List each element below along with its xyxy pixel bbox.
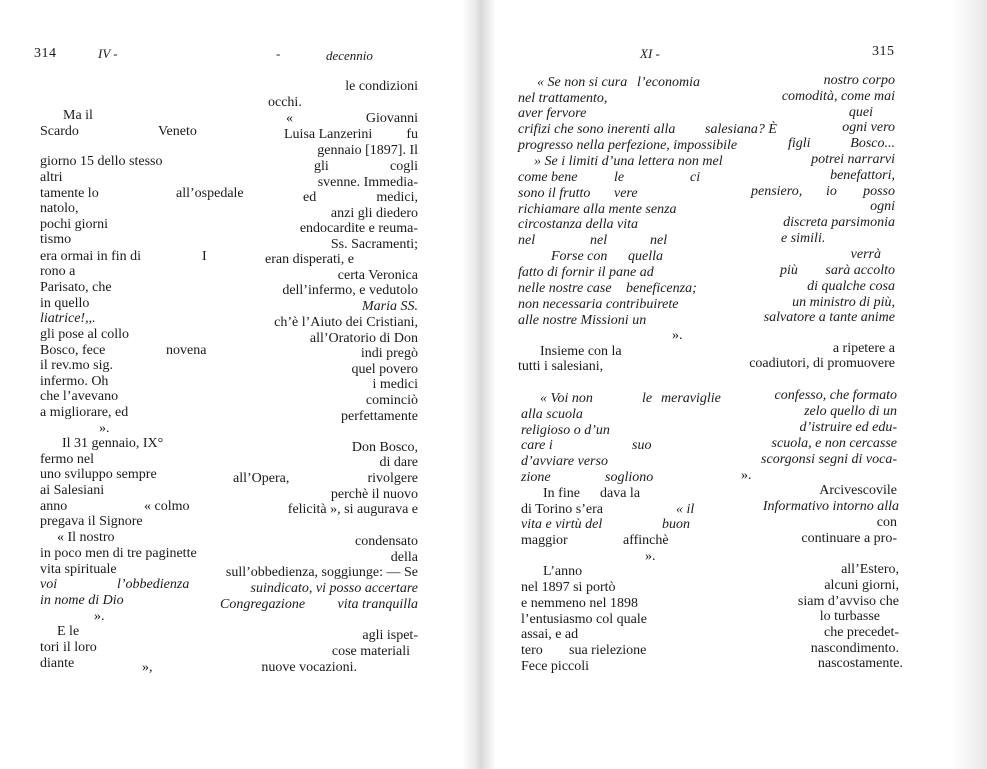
text-line: crifizi che sono inerenti alla [518, 122, 676, 137]
text-line: diante [40, 656, 75, 671]
text-line: vita e virtù del [521, 517, 603, 532]
text-line: Congregazione [220, 597, 306, 612]
text-line: all’Oratorio di Don [309, 331, 418, 346]
text-line: benefattori, [830, 168, 895, 183]
text-line: in quello [40, 296, 90, 311]
text-line: alle nostre Missioni un [518, 313, 647, 328]
text-line: figli [788, 136, 811, 151]
text-line: all’Estero, [841, 562, 899, 577]
text-line: Bosco, fece [40, 343, 106, 358]
text-line: tismo [40, 232, 72, 247]
text-line: vita tranquilla [337, 597, 418, 612]
text-line: indi pregò [360, 346, 418, 361]
text-line: cominciò [365, 393, 418, 408]
text-line: condensato [355, 534, 418, 549]
text-line: sull’obbedienza, soggiunge: — Se [225, 565, 418, 580]
text-line: E le [57, 624, 80, 639]
text-line: », [142, 660, 153, 675]
text-line: d’avviare verso [521, 454, 608, 469]
text-line: nel [590, 233, 608, 248]
text-line: era ormai in fin di [40, 249, 142, 264]
text-line: non necessaria contribuirete [518, 297, 679, 312]
text-line: zelo quello di un [804, 404, 897, 419]
text-line: svenne. Immedia- [317, 175, 418, 190]
text-line: perfettamente [341, 409, 418, 424]
text-line: fu [406, 127, 418, 142]
text-line: meraviglie [661, 391, 721, 406]
text-line: ». [645, 549, 656, 564]
text-line: gli [314, 159, 329, 174]
text-line: voi [40, 577, 58, 592]
text-line: beneficenza; [626, 281, 697, 296]
text-line: ogni vero [842, 120, 895, 135]
text-line: a migliorare, ed [40, 405, 129, 420]
text-line: della [390, 550, 418, 565]
text-line: di qualche cosa [807, 279, 895, 294]
text-line: circostanza della vita [518, 217, 639, 232]
text-line: nel [650, 233, 668, 248]
text-line: Luisa Lanzerini [284, 127, 373, 142]
text-line: e nemmeno nel 1898 [521, 596, 639, 611]
text-line: all’ospedale [176, 186, 244, 201]
text-line: « Il nostro [57, 530, 115, 545]
text-line: medici, [376, 190, 418, 205]
text-line: ci [690, 170, 701, 185]
text-line: confesso, che formato [774, 388, 897, 403]
text-line: vita spirituale [40, 562, 117, 577]
text-line: agli ispet- [362, 628, 418, 643]
text-line: salvatore a tante anime [763, 310, 895, 325]
text-line: altri [40, 170, 63, 185]
text-line: nuove vocazioni. [261, 660, 357, 675]
text-line: gennaio [1897]. Il [317, 143, 418, 158]
page-number-left: 314 [34, 46, 57, 61]
text-line: tori il loro [40, 640, 97, 655]
text-line: religioso o d’un [521, 423, 610, 438]
text-line: vere [614, 186, 638, 201]
text-line: affinchè [623, 533, 669, 548]
text-line: quei [848, 105, 873, 120]
running-head-dash: - [276, 46, 281, 61]
text-line: novena [166, 343, 207, 358]
text-line: un ministro di più, [792, 295, 895, 310]
text-line: endocardite e reuma- [299, 221, 418, 236]
text-line: nelle nostre case [518, 281, 612, 296]
text-line: il rev.mo sig. [40, 358, 113, 373]
text-line: Forse con [551, 249, 608, 264]
text-line: più [780, 263, 798, 278]
text-line: le condizioni [345, 79, 418, 94]
text-line: fermo nel [40, 452, 95, 467]
text-line: cose materiali [331, 644, 410, 659]
text-line: l’entusiasmo col quale [521, 612, 647, 627]
text-line: certa Veronica [337, 268, 418, 283]
text-line: in nome di Dio [40, 593, 124, 608]
text-line: « [286, 111, 293, 126]
text-line: occhi. [268, 95, 302, 110]
text-line: rono a [40, 264, 76, 279]
text-line: eran disperati, e [265, 252, 355, 267]
text-line: siam d’avviso che [797, 594, 899, 609]
text-line: l’economia [637, 75, 700, 90]
text-line: coadiutori, di promuovere [749, 356, 895, 371]
text-line: infermo. Oh [40, 374, 109, 389]
text-line: L’anno [543, 564, 583, 579]
text-line: Parisato, che [40, 280, 112, 295]
text-line: comodità, come mai [781, 89, 895, 104]
text-line: sarà accolto [825, 263, 895, 278]
text-line: « Se non si cura [537, 75, 628, 90]
text-line: uno sviluppo sempre [40, 467, 157, 482]
text-line: Informativo intorno alla [762, 499, 899, 514]
text-line: anzi gli diedero [330, 206, 418, 221]
text-line: tamente lo [40, 186, 99, 201]
text-line: natolo, [40, 201, 79, 216]
text-line: continuare a pro- [801, 531, 897, 546]
text-line: suo [632, 438, 652, 453]
text-line: assai, e ad [521, 627, 579, 642]
text-line: con [876, 515, 897, 530]
text-line: all’Opera, [233, 471, 290, 486]
text-line: rivolgere [367, 471, 418, 486]
text-line: scuola, e non cercasse [771, 436, 897, 451]
text-line: sogliono [605, 470, 654, 485]
text-line: ai Salesiani [40, 483, 105, 498]
text-line: « il [676, 502, 695, 517]
page-edge [950, 0, 987, 769]
text-line: Scardo [40, 124, 79, 139]
text-line: « colmo [144, 499, 190, 514]
book-gutter [462, 0, 496, 769]
text-line: i medici [372, 377, 418, 392]
running-head-part: IV - [98, 46, 118, 61]
text-line: che precedet- [824, 625, 899, 640]
text-line: come bene [518, 170, 578, 185]
text-line: posso [863, 184, 895, 199]
text-line: nel [518, 233, 536, 248]
text-line: aver fervore [518, 106, 587, 121]
text-line: salesiana? È [705, 122, 777, 137]
text-line: pregava il Signore [40, 514, 143, 529]
text-line: d’istruire ed edu- [799, 420, 897, 435]
text-line: alcuni giorni, [824, 578, 899, 593]
text-line: pochi giorni [40, 217, 109, 232]
page-number-right: 315 [872, 44, 895, 59]
text-line: anno [40, 499, 68, 514]
text-line: che l’avevano [40, 389, 119, 404]
text-line: potrei narrarvi [811, 152, 895, 167]
text-line: gli pose al collo [40, 327, 130, 342]
text-line: care i [521, 438, 553, 453]
text-line: tutti i salesiani, [518, 359, 604, 374]
text-line: in poco men di tre paginette [40, 546, 197, 561]
text-line: io [826, 184, 837, 199]
text-line: Insieme con la [540, 344, 622, 359]
text-line: perchè il nuovo [330, 487, 418, 502]
text-line: nel trattamento, [518, 91, 608, 106]
text-line: zione [521, 470, 551, 485]
text-line: Arcivescovile [819, 483, 897, 498]
text-line: ». [672, 328, 683, 343]
text-line: progresso nella perfezione, impossibile [518, 138, 738, 153]
text-line: sua rielezione [569, 643, 647, 658]
text-line: nascondimento. [810, 641, 899, 656]
text-line: liatrice!,,. [40, 311, 96, 326]
text-line: a ripetere a [832, 341, 895, 356]
text-line: fatto di fornir il pane ad [518, 265, 654, 280]
text-line: di Torino s’era [521, 502, 603, 517]
text-line: nel 1897 si portò [521, 580, 616, 595]
text-line: quella [628, 249, 663, 264]
text-line: l’obbedienza [117, 577, 190, 592]
text-line: di dare [379, 455, 418, 470]
text-line: Bosco... [850, 136, 895, 151]
text-line: buon [662, 517, 690, 532]
text-line: ». [99, 421, 110, 436]
running-head-part: XI - [640, 46, 660, 61]
text-line: nascostamente. [817, 656, 903, 671]
text-line: ch’è l’Aiuto dei Cristiani, [274, 315, 418, 330]
text-line: felicità », si augurava e [287, 502, 418, 517]
text-line: Ss. Sacramenti; [330, 237, 418, 252]
text-line: le [614, 170, 625, 185]
text-line: dell’infermo, e vedutolo [282, 283, 418, 298]
text-line: tero [521, 643, 543, 658]
text-line: cogli [390, 159, 418, 174]
text-line: ogni [870, 199, 895, 214]
text-line: le [642, 391, 653, 406]
text-line: richiamare alla mente senza [518, 202, 677, 217]
text-line: alla scuola [521, 407, 583, 422]
text-line: Don Bosco, [351, 440, 418, 455]
text-line: Ma il [63, 108, 93, 123]
text-line: » Se i limiti d’una lettera non mel [534, 154, 723, 169]
text-line: sono il frutto [518, 186, 591, 201]
text-line: In fine [543, 486, 580, 501]
text-line: scorgonsi segni di voca- [761, 452, 897, 467]
text-line: I [202, 249, 207, 264]
text-line: e simili. [781, 231, 826, 246]
text-line: Il 31 gennaio, IX° [62, 436, 164, 451]
text-line: dava la [600, 486, 641, 501]
text-line: giorno 15 dello stesso [40, 154, 163, 169]
text-line: ». [741, 468, 752, 483]
text-line: « Voi non [540, 391, 593, 406]
text-line: suindicato, vi posso accertare [250, 581, 418, 596]
text-line: verrà [850, 247, 881, 262]
text-line: quel povero [351, 362, 418, 377]
text-line: ». [94, 609, 105, 624]
text-line: pensiero, [751, 184, 803, 199]
text-line: ed [303, 190, 317, 205]
text-line: Giovanni [365, 111, 418, 126]
text-line: nostro corpo [823, 73, 895, 88]
text-line: discreta parsimonia [783, 215, 895, 230]
text-line: Fece piccoli [521, 659, 590, 674]
text-line: Veneto [158, 124, 197, 139]
running-head-title: decennio [326, 48, 373, 63]
text-line: maggior [521, 533, 568, 548]
text-line: Maria SS. [362, 299, 418, 314]
text-line: lo turbasse [819, 609, 880, 624]
